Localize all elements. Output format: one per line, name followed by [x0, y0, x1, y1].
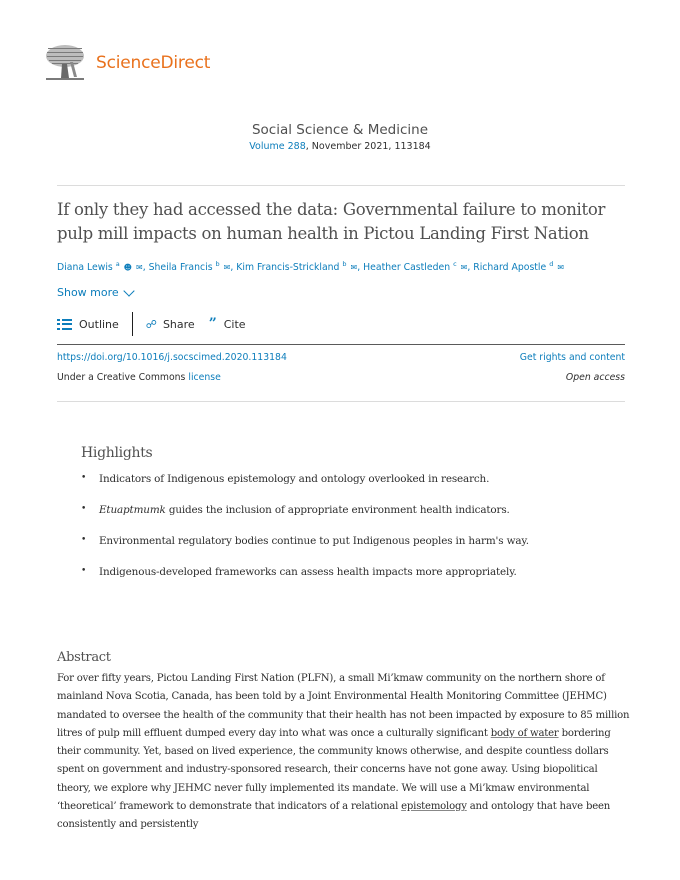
list-icon [57, 319, 72, 330]
email-icon[interactable]: ✉ [460, 263, 468, 273]
cite-label: Cite [223, 317, 246, 331]
license-link[interactable]: license [188, 372, 221, 383]
epistemology-link[interactable]: epistemology [401, 801, 467, 813]
highlights-section [81, 445, 601, 597]
quote-icon: ” [208, 316, 217, 332]
highlights-heading: Highlights [81, 445, 153, 461]
elsevier-tree-icon [44, 44, 86, 82]
author-link[interactable]: Richard Apostle $^d$ [473, 260, 554, 274]
sciencedirect-logo[interactable] [44, 44, 210, 82]
author-link[interactable]: Sheila Francis $^b$ [148, 260, 220, 274]
highlight-item: • Etuaptmumk guides the inclusion of appropriate environment health indicators. [81, 504, 601, 535]
divider [57, 344, 625, 345]
issue-date: , November 2021, 113184 [305, 141, 431, 152]
email-icon[interactable]: ✉ [223, 263, 231, 273]
show-more-label: Show more [57, 286, 119, 299]
email-icon[interactable]: ✉ [135, 263, 143, 273]
share-icon: ☍ [145, 317, 157, 331]
outline-label: Outline [79, 317, 119, 331]
brand-name: ScienceDirect [96, 53, 211, 73]
author-link[interactable]: Diana Lewis $^a$ [57, 260, 120, 274]
abstract-heading: Abstract [57, 650, 111, 665]
get-rights-link[interactable]: Get rights and content [519, 352, 625, 363]
journal-title-link[interactable]: Social Science & Medicine [251, 122, 429, 138]
license-info: Under a Creative Commons license [57, 372, 221, 383]
highlight-item: • Indicators of Indigenous epistemology and ontology overlooked in research. [81, 473, 601, 504]
article-title: If only they had accessed the data: Governmental failure to monitor pulp mill impacts on human health in Pictou Landing First Nation [57, 200, 606, 243]
volume-link[interactable]: Volume 288 [249, 141, 306, 152]
author-list: Diana Lewis $^a$ ☻ ✉, Sheila Francis $^b$ ✉, Kim Francis-Strickland $^b$ ✉, Heather Castleden $^c$ ✉, Richard Apostle $^d$ ✉ [57, 260, 565, 274]
share-label: Share [162, 317, 195, 331]
doi-link[interactable]: https://doi.org/10.1016/j.socscimed.2020.113184 [57, 352, 287, 363]
cite-button[interactable] [195, 318, 246, 331]
email-icon[interactable]: ✉ [557, 263, 565, 273]
share-button[interactable] [146, 318, 195, 331]
person-icon: ☻ [123, 263, 133, 273]
chevron-down-icon [123, 285, 134, 296]
article-toolbar [57, 312, 246, 336]
journal-header [0, 122, 680, 152]
email-icon[interactable]: ✉ [350, 263, 358, 273]
journal-issue-info [0, 141, 680, 152]
open-access-label: Open access [565, 372, 625, 383]
toolbar-divider [132, 312, 133, 336]
abstract-text: For over fifty years, Pictou Landing First Nation (PLFN), a small Mi’kmaw community on the northern shore of mainland Nova Scotia, Canada, has been told by a Joint Environmental Health Monitoring Committee (JEHMC) mandated to oversee the health of the community that their health has not been impacted by exposure to 85 million litres of pulp mill effluent dumped every day into what was once a culturally significant body of water bordering their community. Yet, based on lived experience, the community knows otherwise, and despite countless dollars spent on government and industry-sponsored research, their concerns have not gone away. Using biopolitical theory, we explore why JEHMC never fully implemented its mandate. We will use a Mi’kmaw environmental ‘theoretical’ framework to demonstrate that indicators of a relational epistemology and ontology that have been consistently and persistently [57, 673, 630, 831]
author-link[interactable]: Kim Francis-Strickland $^b$ [236, 260, 347, 274]
show-more-button[interactable] [57, 286, 133, 299]
body-of-water-link[interactable]: body of water [490, 727, 559, 739]
outline-button[interactable] [57, 318, 119, 331]
divider [57, 185, 625, 186]
author-link[interactable]: Heather Castleden $^c$ [363, 260, 457, 274]
highlight-item: • Environmental regulatory bodies continue to put Indigenous peoples in harm's way. [81, 535, 601, 566]
divider [57, 401, 625, 402]
highlight-item: • Indigenous-developed frameworks can assess health impacts more appropriately. [81, 566, 601, 597]
abstract-section [57, 650, 632, 835]
